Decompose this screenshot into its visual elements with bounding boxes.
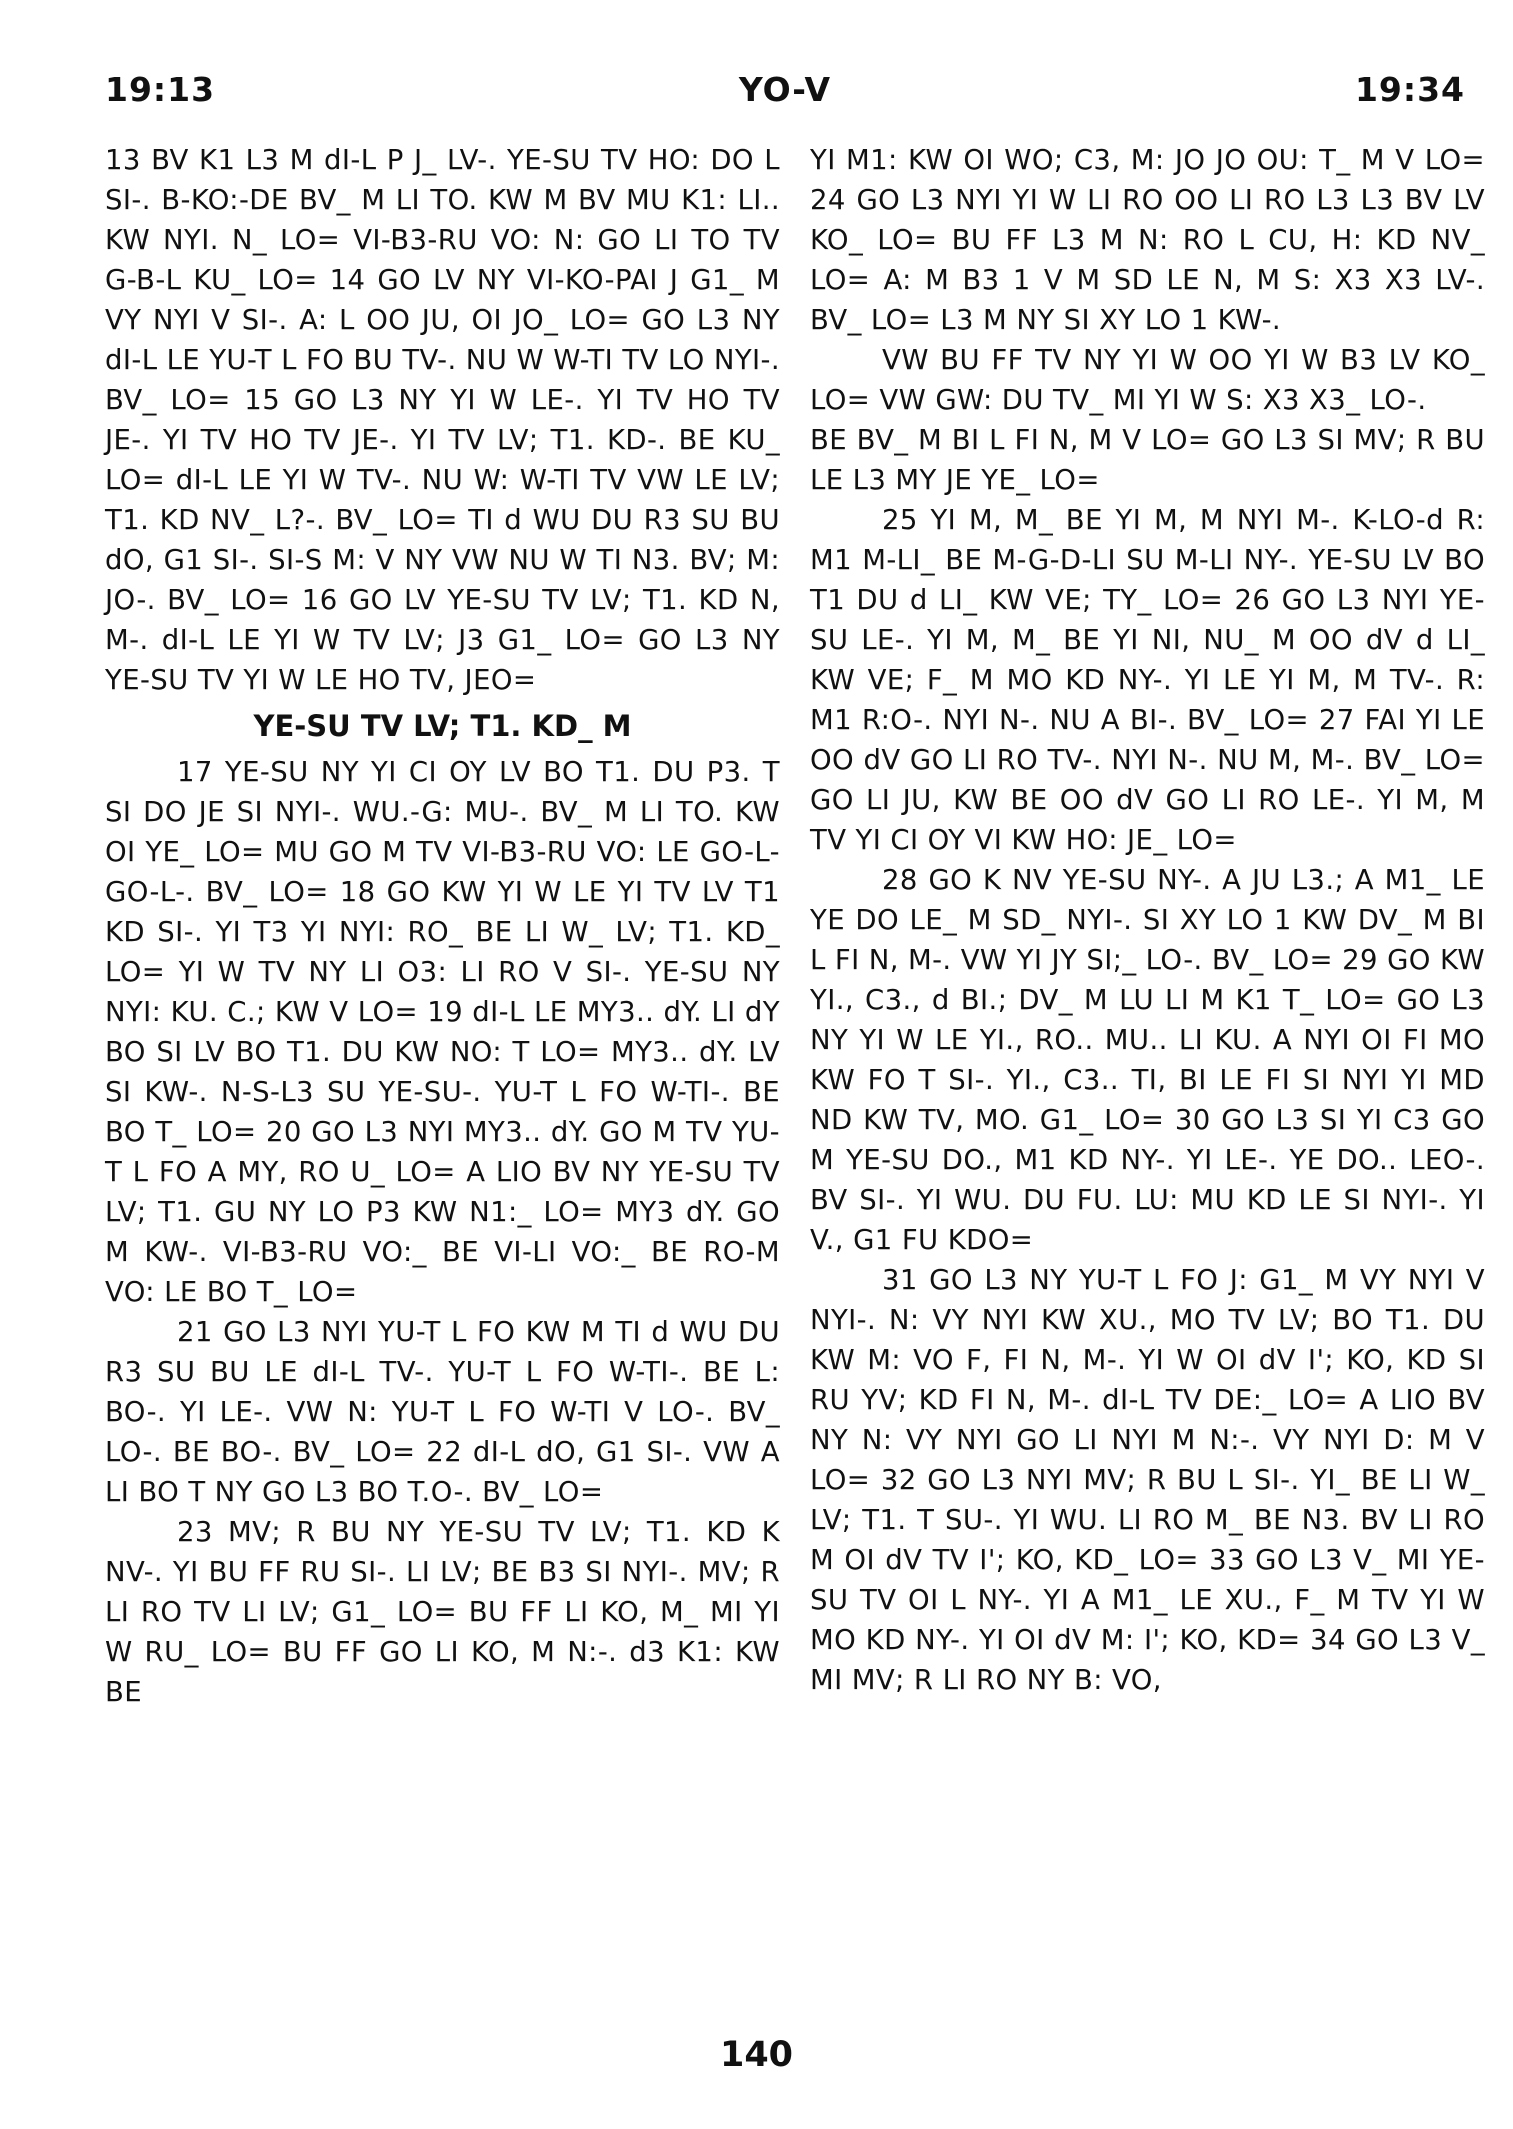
paragraph: YI M1: KW OI WO; C3, M: JO JO OU: T_ M V LO= 24 GO L3 NYI YI W LI RO OO LI RO L3 L3 BV LV KO_ LO= BU FF L3 M N: RO L CU, H: KD NV_ LO= A: M B3 1 V M SD LE N, M S: X3 X3 LV-. BV_ LO= L3 M NY SI XY LO 1 KW-. <box>810 144 1485 336</box>
paragraph: 21 GO L3 NYI YU-T L FO KW M TI d WU DU R3 SU BU LE dI-L TV-. YU-T L FO W-TI-. BE L: BO-. YI LE-. VW N: YU-T L FO W-TI V LO-. BV_ LO-. BE BO-. BV_ LO= 22 dI-L dO, G1 SI-. VW A LI BO T NY GO L3 BO T.O-. BV_ LO= <box>105 1316 780 1508</box>
paragraph: 25 YI M, M_ BE YI M, M NYI M-. K-LO-d R: M1 M-LI_ BE M-G-D-LI SU M-LI NY-. YE-SU LV BO T1 DU d LI_ KW VE; TY_ LO= 26 GO L3 NYI YE-SU LE-. YI M, M_ BE YI NI, NU_ M OO dV d LI_ KW VE; F_ M MO KD NY-. YI LE YI M, M TV-. R: M1 R:O-. NYI N-. NU A BI-. BV_ LO= 27 FAI YI LE OO dV GO LI RO TV-. NYI N-. NU M, M-. BV_ LO= GO LI JU, KW BE OO dV GO LI RO LE-. YI M, M TV YI CI OY VI KW HO: JE_ LO= <box>810 504 1485 856</box>
paragraph: 31 GO L3 NY YU-T L FO J: G1_ M VY NYI V NYI-. N: VY NYI KW XU., MO TV LV; BO T1. DU KW M: VO F, FI N, M-. YI W OI dV I'; KO, KD SI RU YV; KD FI N, M-. dI-L TV DE:_ LO= A LIO BV NY N: VY NYI GO LI NYI M N:-. VY NYI D: M V LO= 32 GO L3 NYI MV; R BU L SI-. YI_ BE LI W_ LV; T1. T SU-. YI WU. LI RO M_ BE N3. BV LI RO M OI dV TV I'; KO, KD_ LO= 33 GO L3 V_ MI YE-SU TV OI L NY-. YI A M1_ LE XU., F_ M TV YI W MO KD NY-. YI OI dV M: I'; KO, KD= 34 GO L3 V_ MI MV; R LI RO NY B: VO, <box>810 1264 1485 1696</box>
paragraph: 13 BV K1 L3 M dI-L P J_ LV-. YE-SU TV HO: DO L SI-. B-KO:-DE BV_ M LI TO. KW M BV MU K1: LI.. KW NYI. N_ LO= VI-B3-RU VO: N: GO LI TO TV G-B-L KU_ LO= 14 GO LV NY VI-KO-PAI J G1_ M VY NYI V SI-. A: L OO JU, OI JO_ LO= GO L3 NY dI-L LE YU-T L FO BU TV-. NU W W-TI TV LO NYI-. BV_ LO= 15 GO L3 NY YI W LE-. YI TV HO TV JE-. YI TV HO TV JE-. YI TV LV; T1. KD-. BE KU_ LO= dI-L LE YI W TV-. NU W: W-TI TV VW LE LV; T1. KD NV_ L?-. BV_ LO= TI d WU DU R3 SU BU dO, G1 SI-. SI-S M: V NY VW NU W TI N3. BV; M: JO-. BV_ LO= 16 GO LV YE-SU TV LV; T1. KD N, M-. dI-L LE YI W TV LV; J3 G1_ LO= GO L3 NY YE-SU TV YI W LE HO TV, JEO= <box>105 144 780 696</box>
paragraph: 17 YE-SU NY YI CI OY LV BO T1. DU P3. T SI DO JE SI NYI-. WU.-G: MU-. BV_ M LI TO. KW OI YE_ LO= MU GO M TV VI-B3-RU VO: LE GO-L-GO-L-. BV_ LO= 18 GO KW YI W LE YI TV LV T1 KD SI-. YI T3 YI NYI: RO_ BE LI W_ LV; T1. KD_ LO= YI W TV NY LI O3: LI RO V SI-. YE-SU NY NYI: KU. C.; KW V LO= 19 dI-L LE MY3.. dY. LI dY BO SI LV BO T1. DU KW NO: T LO= MY3.. dY. LV SI KW-. N-S-L3 SU YE-SU-. YU-T L FO W-TI-. BE BO T_ LO= 20 GO L3 NYI MY3.. dY. GO M TV YU-T L FO A MY, RO U_ LO= A LIO BV NY YE-SU TV LV; T1. GU NY LO P3 KW N1:_ LO= MY3 dY. GO M KW-. VI-B3-RU VO:_ BE VI-LI VO:_ BE RO-M VO: LE BO T_ LO= <box>105 756 780 1308</box>
page-number: 140 <box>719 2035 794 2075</box>
paragraph: 23 MV; R BU NY YE-SU TV LV; T1. KD K NV-. YI BU FF RU SI-. LI LV; BE B3 SI NYI-. MV; R LI RO TV LI LV; G1_ LO= BU FF LI KO, M_ MI YI W RU_ LO= BU FF GO LI KO, M N:-. d3 K1: KW BE <box>105 1516 780 1708</box>
left-column <box>105 140 780 1712</box>
paragraph: VW BU FF TV NY YI W OO YI W B3 LV KO_ LO= VW GW: DU TV_ MI YI W S: X3 X3_ LO-. <box>810 344 1485 416</box>
page-header <box>105 70 1465 130</box>
header-book-title: YO-V <box>738 70 832 109</box>
paragraph: BE BV_ M BI L FI N, M V LO= GO L3 SI MV; R BU LE L3 MY JE YE_ LO= <box>810 424 1485 496</box>
paragraph: 28 GO K NV YE-SU NY-. A JU L3.; A M1_ LE YE DO LE_ M SD_ NYI-. SI XY LO 1 KW DV_ M BI L FI N, M-. VW YI JY SI;_ LO-. BV_ LO= 29 GO KW YI., C3., d BI.; DV_ M LU LI M K1 T_ LO= GO L3 NY YI W LE YI., RO.. MU.. LI KU. A NYI OI FI MO KW FO T SI-. YI., C3.. TI, BI LE FI SI NYI YI MD ND KW TV, MO. G1_ LO= 30 GO L3 SI YI C3 GO M YE-SU DO., M1 KD NY-. YI LE-. YE DO.. LEO-. BV SI-. YI WU. DU FU. LU: MU KD LE SI NYI-. YI V., G1 FU KDO= <box>810 864 1486 1256</box>
header-right-reference: 19:34 <box>1354 70 1465 109</box>
section-heading: YE-SU TV LV; T1. KD_ M <box>253 709 632 743</box>
right-column <box>810 140 1485 1700</box>
header-left-reference: 19:13 <box>105 70 216 109</box>
